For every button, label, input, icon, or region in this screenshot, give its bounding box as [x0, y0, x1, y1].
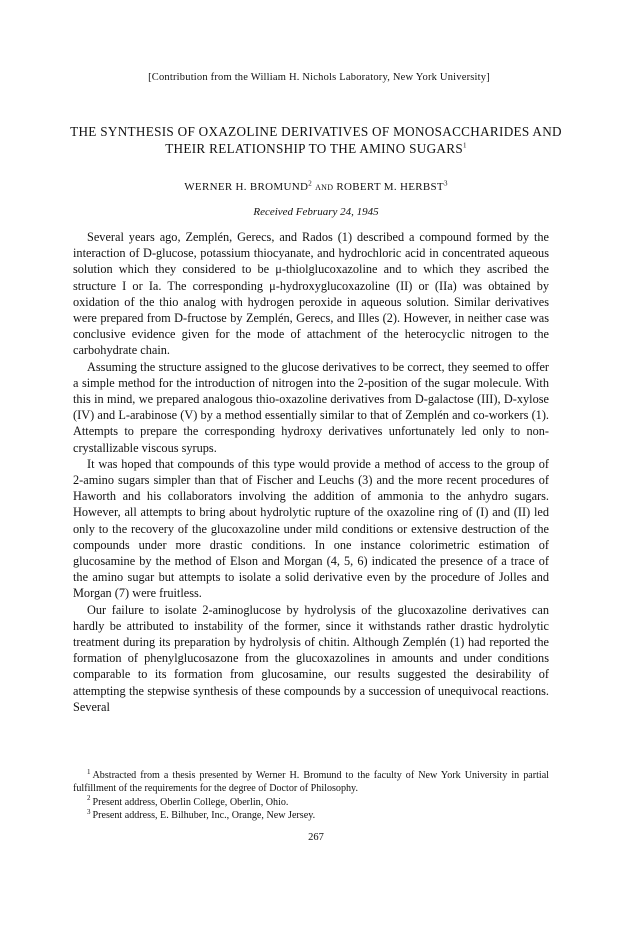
footnote [73, 769, 549, 796]
author-line [70, 181, 562, 193]
article-title [70, 124, 562, 157]
body-paragraph: Our failure to isolate 2-aminoglucose by hydrolysis of the glucoxazoline derivatives can hardly be attributed to instability of the former, since it withstands rather drastic hydrolytic treatment during its preparation by hydrolysis of chitin. Although Zemplén (1) had reported the formation of phenylglucosazone from the glucoxazolines in amounts and under conditions comparable to its formation from glucosamine, our results suggested the desirability of attempting the stepwise synthesis of these compounds by a succession of unequivocal reactions. Several [73, 602, 549, 714]
footnote-text: Present address, Oberlin College, Oberlin, Ohio. [92, 796, 289, 808]
received-date: Received February 24, 1945 [253, 206, 379, 218]
body-paragraph: It was hoped that compounds of this type would provide a method of access to the group of 2-amino sugars simpler than that of Fischer and Leuchs (3) and the more recent procedures of Haworth and his collaborators involving the addition of ammonia to the anhydro sugars. However, all attempts to bring about hydrolytic rupture of the oxazoline ring of (I) and (II) led only to the recovery of the glucoxazoline under mild conditions or extensive destruction of the compounds under more drastic conditions. In one instance colorimetric estimation of glucosamine by the method of Elson and Morgan (4, 5, 6) indicated the presence of a trace of the amino sugar but attempts to isolate a solid derivative even by the procedure of Jolles and Morgan (7) were fruitless. [73, 456, 549, 601]
title-footnote-mark: 1 [462, 141, 467, 150]
page-number: 267 [308, 832, 324, 843]
footnote [73, 809, 549, 822]
footnote-mark: 2 [87, 794, 91, 803]
body-paragraph: Assuming the structure assigned to the glucose derivatives to be correct, they seemed to offer a simple method for the introduction of nitrogen into the 2-position of the sugar molecule. With this in mind, we prepared analogous thio-oxazoline derivatives from D-galactose (III), D-xylose (IV) and L-arabinose (V) by a method essentially similar to that of Zemplén and co-workers (1). Attempts to prepare the corresponding hydroxy derivatives unfortunately led only to non-crystallizable viscous syrups. [73, 359, 549, 455]
author-conjunction: and [315, 181, 334, 193]
footnote [73, 796, 549, 809]
footnote-mark: 3 [87, 807, 91, 816]
body-paragraph: Several years ago, Zemplén, Gerecs, and Rados (1) described a compound formed by the interaction of D-glucose, potassium thiocyanate, and hydrochloric acid in concentrated aqueous solution which they considered to be μ-thiolglucoxazoline and to which they ascribed the structure I or Ia. The corresponding μ-hydroxyglucoxazoline (II) or (IIa) was obtained by oxidation of the thio analog with hydrogen peroxide in aqueous solution. Similar derivatives were prepared from D-fructose by Zemplén, Gerecs, and Illes (2). However, in neither case was conclusive evidence given for the mode of attachment of the heterocyclic nitrogen to the carbohydrate chain. [73, 230, 549, 358]
author-footnote-mark: 2 [308, 179, 313, 188]
footnote-text: Present address, E. Bilhuber, Inc., Orange, New Jersey. [92, 810, 316, 822]
author-name: ROBERT M. HERBST [336, 181, 444, 193]
footnotes [73, 769, 549, 823]
footnote-text: Abstracted from a thesis presented by Werner H. Bromund to the faculty of New York University in partial fulfillment of the requirements for the degree of Doctor of Philosophy. [73, 770, 549, 795]
author-name: WERNER H. BROMUND [184, 181, 309, 193]
contribution-header: [Contribution from the William H. Nichols Laboratory, New York University] [148, 72, 490, 83]
footnote-mark: 1 [87, 767, 91, 776]
article-title-text: THE SYNTHESIS OF OXAZOLINE DERIVATIVES OF MONOSACCHARIDES AND THEIR RELATIONSHIP TO THE AMINO SUGARS [70, 124, 562, 156]
article-body [73, 229, 549, 715]
author-footnote-mark: 3 [443, 179, 448, 188]
